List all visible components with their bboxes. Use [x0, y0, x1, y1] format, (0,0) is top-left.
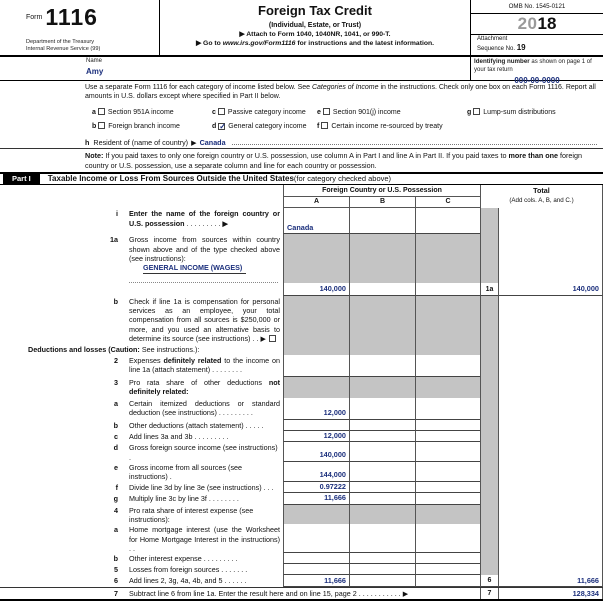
category-c: c Passive category income: [212, 109, 306, 117]
name-input[interactable]: Amy: [86, 66, 104, 76]
arrow-icon: ▶: [222, 218, 229, 228]
line7-ref: 7: [480, 588, 498, 599]
line5-colB-input[interactable]: [349, 564, 415, 575]
line5-colC-input[interactable]: [415, 564, 480, 575]
line2-colB-input[interactable]: [349, 355, 415, 377]
line1a-total: 140,000: [498, 283, 603, 296]
total-column-subheader: (Add cols. A, B, and C.): [480, 197, 603, 208]
line-3b-number: b: [113, 420, 118, 430]
checkbox-section-901j[interactable]: [323, 108, 330, 115]
line3f-colC-input[interactable]: [415, 482, 480, 493]
checkbox-section-951a[interactable]: [98, 108, 105, 115]
line-3d-number: d: [113, 443, 118, 453]
line-4-label: Pro rata share of interest expense (see instructions):: [129, 505, 254, 524]
row-4-interest: [0, 505, 603, 525]
blank-rule: [232, 137, 597, 145]
line-3d-label: Gross foreign source income (see instructions) .: [129, 443, 278, 462]
intro-paragraph: Use a separate Form 1116 for each category of income listed below. See Categories of Income in the instructions. Check only one box on each Form 1116. Report all amounts in U.S. dollars except where specified in Part II below.: [85, 84, 596, 101]
line-b-label: Check if line 1a is compensation for personal services as an employee, your total compensation from all sources is $250,000 or more, and you used an alternative basis to determine its source (see instructions) . . ▶: [129, 296, 280, 344]
line1a-colA-input[interactable]: 140,000: [283, 283, 349, 296]
line-3-number: 3: [114, 377, 118, 387]
identifying-number-input[interactable]: 000-00-0000: [514, 75, 560, 85]
attach-instruction: ▶ Attach to Form 1040, 1040NR, 1041, or 990-T.: [239, 30, 391, 38]
form-header: [0, 0, 603, 57]
income-type-value[interactable]: GENERAL INCOME (WAGES): [143, 263, 246, 273]
line-h-resident-country: [0, 136, 603, 149]
row-3c: [0, 431, 603, 442]
tax-year: [471, 14, 603, 34]
line-6-number: 6: [114, 576, 118, 586]
form-number: 1116: [45, 4, 98, 30]
deductions-header-row: [0, 344, 603, 355]
row-3g: [0, 493, 603, 504]
attachment-label: Attachment: [477, 35, 508, 42]
goto-instruction: [160, 40, 470, 49]
line3g-colA-input[interactable]: 11,666: [283, 493, 349, 504]
part1-title: Taxable Income or Loss From Sources Outside the United States: [47, 174, 294, 184]
category-g: g Lump-sum distributions: [467, 109, 556, 117]
row-b-compensation: [0, 296, 603, 344]
line-5-label: Losses from foreign sources . . . . . . .: [129, 565, 248, 575]
row-3f: [0, 482, 603, 493]
checkbox-lump-sum[interactable]: [473, 108, 480, 115]
name-label: Name: [86, 58, 103, 64]
line6-colC-input[interactable]: [415, 575, 480, 587]
line7-total: 128,334: [498, 588, 603, 599]
category-b: b Foreign branch income: [92, 123, 180, 131]
row-2-expenses: [0, 355, 603, 377]
line-h-label: Resident of (name of country): [93, 137, 189, 147]
category-a: a Section 951A income: [92, 109, 174, 117]
line4a-colB-input[interactable]: [349, 524, 415, 553]
part1-badge: Part I: [3, 173, 40, 185]
line-4-number: 4: [114, 505, 118, 515]
category-f: f Certain income re-sourced by treaty: [317, 123, 443, 131]
line-h-number: h: [85, 137, 90, 147]
category-d: d ✓ General category income: [212, 122, 307, 132]
line5-colA-input[interactable]: [283, 564, 349, 575]
line-7-label: Subtract line 6 from line 1a. Enter the result here and on line 15, page 2 . . . . . . . . . . . ▶: [129, 589, 409, 599]
country-colA-input[interactable]: Canada: [283, 208, 349, 234]
line-3e-number: e: [114, 462, 118, 472]
line3d-colC-input[interactable]: [415, 442, 480, 462]
row-1a-values: [0, 283, 603, 296]
line-6-label: Add lines 2, 3g, 4a, 4b, and 5 . . . . . .: [129, 576, 247, 586]
line-1a-label: Gross income from sources within country shown above and of the type checked above (see instructions): GENERAL INCOME (WAGES): [118, 234, 280, 282]
line-3c-label: Add lines 3a and 3b . . . . . . . . .: [129, 431, 229, 441]
line3a-colA-input[interactable]: 12,000: [283, 398, 349, 420]
row-3e: [0, 462, 603, 482]
column-b-header: B: [349, 197, 415, 208]
checkbox-general-category[interactable]: ✓: [219, 122, 226, 132]
line-i-label: Enter the name of the foreign country or U.S. possession . . . . . . . . . ▶: [129, 209, 280, 228]
row-5-losses: [0, 564, 603, 575]
foreign-country-group-header: Foreign Country or U.S. Possession: [283, 185, 480, 197]
line-4b-number: b: [113, 554, 118, 564]
line3e-colB-input[interactable]: [349, 462, 415, 482]
resident-country-input[interactable]: Canada: [199, 137, 226, 147]
line6-ref: 6: [480, 575, 498, 587]
row-3a: [0, 398, 603, 420]
country-colC-input[interactable]: [415, 208, 480, 234]
row-7-subtract: [0, 587, 603, 601]
goto-pre: ▶ Go to: [195, 39, 223, 47]
line3b-colA-input[interactable]: [283, 420, 349, 431]
sequence-line: Sequence No. 19: [477, 42, 526, 52]
line-3f-label: Divide line 3d by line 3e (see instructions) . . .: [129, 482, 274, 492]
row-3d: [0, 442, 603, 462]
agency-line1: Department of the Treasury: [26, 39, 95, 46]
line3c-colB-input[interactable]: [349, 431, 415, 442]
checkbox-alternative-basis[interactable]: [269, 335, 276, 342]
line6-colA-input[interactable]: 11,666: [283, 575, 349, 587]
year-prefix: 20: [517, 14, 538, 34]
omb-year-block: [470, 0, 603, 55]
line-4b-label: Other interest expense . . . . . . . . .: [129, 554, 238, 564]
line-3g-number: g: [113, 494, 118, 504]
row-6-add-lines: [0, 575, 603, 587]
deductions-header-label: Deductions and losses (Caution: See instructions.):: [28, 344, 200, 354]
categories-of-income-ref: Categories of Income: [311, 84, 379, 91]
checkbox-passive-category[interactable]: [218, 108, 225, 115]
row-i-country-name: [0, 208, 603, 234]
column-a-header: A: [283, 197, 349, 208]
row-4a: [0, 524, 603, 553]
line1a-colB-input[interactable]: [349, 283, 415, 296]
agency-block: [26, 39, 155, 53]
line4a-colA-input[interactable]: [283, 524, 349, 553]
form-subtitle: (Individual, Estate, or Trust): [268, 21, 362, 29]
line-3e-label: Gross income from all sources (see instructions) .: [129, 462, 243, 482]
arrow-icon: ▶: [260, 334, 266, 344]
line3c-colA-input[interactable]: 12,000: [283, 431, 349, 442]
line-3a-label: Certain itemized deductions or standard deduction (see instructions) . . . . . . . . .: [129, 398, 280, 418]
form-word: Form: [26, 14, 43, 21]
line4b-colB-input[interactable]: [349, 553, 415, 564]
line3g-colC-input[interactable]: [415, 493, 480, 504]
blank-dotted-line: [129, 274, 278, 283]
line-7-number: 7: [114, 589, 118, 599]
attachment-sequence: [471, 34, 603, 53]
line-2-number: 2: [114, 355, 118, 365]
category-checkboxes: [0, 103, 603, 136]
form-number-line: [26, 3, 155, 33]
line3g-colB-input[interactable]: [349, 493, 415, 504]
line6-total: 11,666: [498, 575, 603, 587]
form-title: Foreign Tax Credit: [258, 3, 372, 18]
line3f-colA-input[interactable]: 0.97222: [283, 482, 349, 493]
part1-title-note: (for category checked above): [293, 174, 392, 184]
line-ref-strip: [480, 208, 498, 234]
line3e-colC-input[interactable]: [415, 462, 480, 482]
line3b-colC-input[interactable]: [415, 420, 480, 431]
line1a-colC-input[interactable]: [415, 283, 480, 296]
line4a-colC-input[interactable]: [415, 524, 480, 553]
note-paragraph: Note: If you paid taxes to only one foreign country or U.S. possession, use column A in Part I and line A in Part II. If you paid taxes to more than one foreign country or U.S. possession, use a separate column and line for each country or possession.: [85, 150, 583, 170]
line4b-colA-input[interactable]: [283, 553, 349, 564]
line3a-colB-input[interactable]: [349, 398, 415, 420]
line-b-number: b: [113, 296, 118, 306]
line3e-colA-input[interactable]: 144,000: [283, 462, 349, 482]
line4b-colC-input[interactable]: [415, 553, 480, 564]
line-2-label: Expenses definitely related to the income on line 1a (attach statement) . . . . . . . .: [129, 355, 281, 375]
line-i-number: i: [116, 209, 118, 219]
arrow-icon: ▶: [402, 589, 409, 599]
omb-number: OMB No. 1545-0121: [471, 0, 603, 14]
table-header-row1: [0, 185, 603, 197]
total-cell-empty: [498, 208, 603, 234]
line3b-colB-input[interactable]: [349, 420, 415, 431]
line-3b-label: Other deductions (attach statement) . . . . .: [129, 420, 264, 430]
form-title-block: [160, 0, 470, 55]
form-number-block: [0, 0, 160, 55]
row-3b: [0, 420, 603, 431]
sequence-number: 19: [516, 42, 526, 52]
line3f-colB-input[interactable]: [349, 482, 415, 493]
name-cell: [0, 57, 470, 80]
line3c-colC-input[interactable]: [415, 431, 480, 442]
agency-line2: Internal Revenue Service (99): [26, 46, 101, 53]
line1a-ref: 1a: [480, 283, 498, 296]
line-5-number: 5: [114, 565, 118, 575]
line2-colC-input[interactable]: [415, 355, 480, 377]
total-column-header: Total: [480, 185, 603, 197]
table-header-row2: [0, 197, 603, 208]
arrow-icon: ▶: [191, 137, 197, 147]
checkbox-foreign-branch[interactable]: [98, 122, 105, 129]
row-1a-description: [0, 234, 603, 282]
line-4a-label: Home mortgage interest (use the Worksheet for Home Mortgage Interest in the instructions) . .: [129, 525, 280, 554]
goto-rest: for instructions and the latest information.: [295, 39, 435, 47]
line6-colB-input[interactable]: [349, 575, 415, 587]
identifying-number-label: Identifying number as shown on page 1 of your tax return: [474, 58, 592, 73]
line-4a-number: a: [114, 525, 118, 535]
row-3-prorata: [0, 377, 603, 398]
row-4b: [0, 553, 603, 564]
line-3f-number: f: [115, 482, 118, 492]
line-3g-label: Multiply line 3c by line 3f . . . . . . . .: [129, 494, 239, 504]
column-c-header: C: [415, 197, 480, 208]
part1-header-bar: [0, 172, 603, 185]
identifying-number-cell: [470, 57, 603, 85]
line-3c-number: c: [114, 431, 118, 441]
irs-url: www.irs.gov/Form1116: [222, 39, 296, 47]
category-e: e Section 901(j) income: [317, 109, 401, 117]
line3a-colC-input[interactable]: [415, 398, 480, 420]
checkbox-resourced-treaty[interactable]: [321, 122, 328, 129]
line3d-colB-input[interactable]: [349, 442, 415, 462]
line3d-colA-input[interactable]: 140,000: [283, 442, 349, 462]
country-colB-input[interactable]: [349, 208, 415, 234]
line-1a-number: 1a: [110, 235, 118, 245]
line2-colA-input[interactable]: [283, 355, 349, 377]
line-3a-number: a: [114, 398, 118, 408]
identity-row: [0, 57, 603, 85]
line-3-label: Pro rata share of other deductions not definitely related:: [129, 377, 280, 397]
year-suffix: 18: [537, 14, 557, 34]
